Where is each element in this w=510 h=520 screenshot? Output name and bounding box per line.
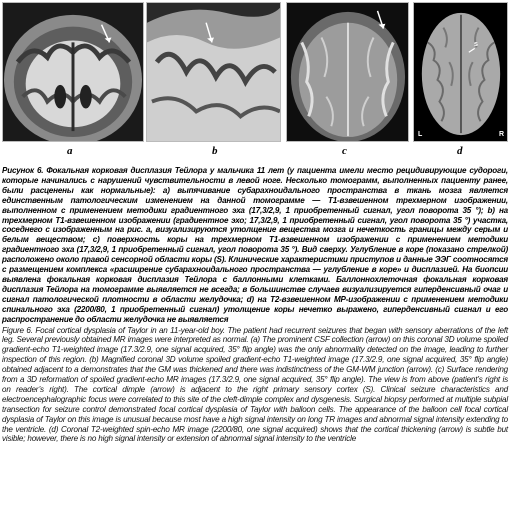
panel-label-d: d [457,145,463,157]
panel-label-b: b [212,145,218,157]
mri-panel-a [2,2,144,142]
mri-image-a [3,3,143,141]
mri-image-c [287,3,408,141]
surface-render-d [414,3,507,141]
panel-label-a: a [67,145,73,157]
figure-caption [2,166,508,444]
caption-english: Figure 6. Focal cortical dysplasia of Taylor in an 11-year-old boy. The patient had recurrent seizures that began with sensory aberrations of the left leg. Several previously obtained MR images were interpreted as normal. (a) The prominent CSF collection (arrow) on this coronal 3D volume spoiled gradient-echo T1-weighted image (17.3/2.9, one signal acquired, 35° flip angle) was the only abnormality detected on the image, leading to further inspection of this region. (b) Magnified coronal 3D volume spoiled gradient-echo T1-weighted image (17.3/2.9, one signal acquired, 35° flip angle) obtained adjacent to a demonstrates that the GM was thickened and there was indistinctness of the GM-WM junction (arrow). (c) Surface rendering from a 3D reformation of spoiled gradient-echo MR images (17.3/2.9, one signal acquired, 35° flip angle). The view is from above (patient’s right is on reader’s right). The cortical dimple (arrow) is adjacent to the right primary sensory cortex (S). Clinical seizure characteristics and electroencephalographic focus were correlated to this site of the cleft-dimple complex and dysgenesis. Surgical biopsy performed at multiple subpial transection for seizure control demonstrated focal cortical dysplasia of Taylor with balloon cells. The appearance of the balloon cell focal cortical dysplasia of Taylor on this image is unusual because most have a high signal intensity on long TR images and abnormal signal intensity extending to the ventricle. (d) Coronal T2-weighted spin-echo MR image (2200/80, one signal acquired) shows that the cortical thickening (arrow) is subtle but visible; however, there is no high signal intensity or extension of abnormal signal intensity to the ventricle [2,325,508,444]
sensory-cortex-label: s [474,41,478,48]
mri-image-b [147,3,280,141]
figure-panels [2,2,508,164]
caption-russian: Рисунок 6. Фокальная корковая дисплазия Тейлора у мальчика 11 лет (у пациента имели место рецидивирующие судороги, которые начинались с нарушений чувствительности в левой ноге. Несколько томограмм, выполненных пациенту ранее, были расценены как нормальные): a) выпячивание субарахноидального пространства в ткань мозга является единственным патологическим изменением на данной томограмме — Т1-взвешенном трехмерном изображении, выполненном с применением методики градиентного эха (17,3/2,9, 1 приобретенный сигнал, угол поворота 35 °); b) на трехмерном Т1-взвешенном изображении (градиентное эхо; 17,3/2,9, 1 приобретенный сигнал, угол поворота 35 °) участка, соседнего с изображенным на рис. a, визуализируются утолщение вещества мозга и нечеткость границы между серым и белым веществом; c) поверхность коры на трехмерном Т1-взвешенном изображении с применением методики градиентного эха (17,3/2,9, 1 приобретенный сигнал, угол поворота 35 °). Вид сверху. Углубление в коре (показано стрелкой) расположено около правой сенсорной области коры (S). Клинические характеристики приступов и данные ЭЭГ соотносятся с размещением комплекса «расширение субарахноидального пространства — углубление в коре» и дисплазией. На биопсии выявлена фокальная корковая дисплазия Тейлора с баллонными клетками. Баллоннохлеточная фокальная корковая дисплазия Тейлора на томограмме выявляется не всегда; в большинстве случаев визуализируется гиперденсивный очаг и сигнал патологической плотности в области желудочка; d) на Т2-взвешенном МР-изображении с применением методики спинального эха (2200/80, 1 приобретенный сигнал) утолщение коры нечетко выражено, гиперденсивный сигнал и его распространение до области желудочка не выявляется [2,166,508,324]
right-side-label: R [499,131,505,138]
mri-panel-c [286,2,409,142]
mri-panel-d [413,2,508,142]
left-side-label: L [418,131,423,138]
mri-panel-b [146,2,281,142]
panel-label-c: c [342,145,347,157]
